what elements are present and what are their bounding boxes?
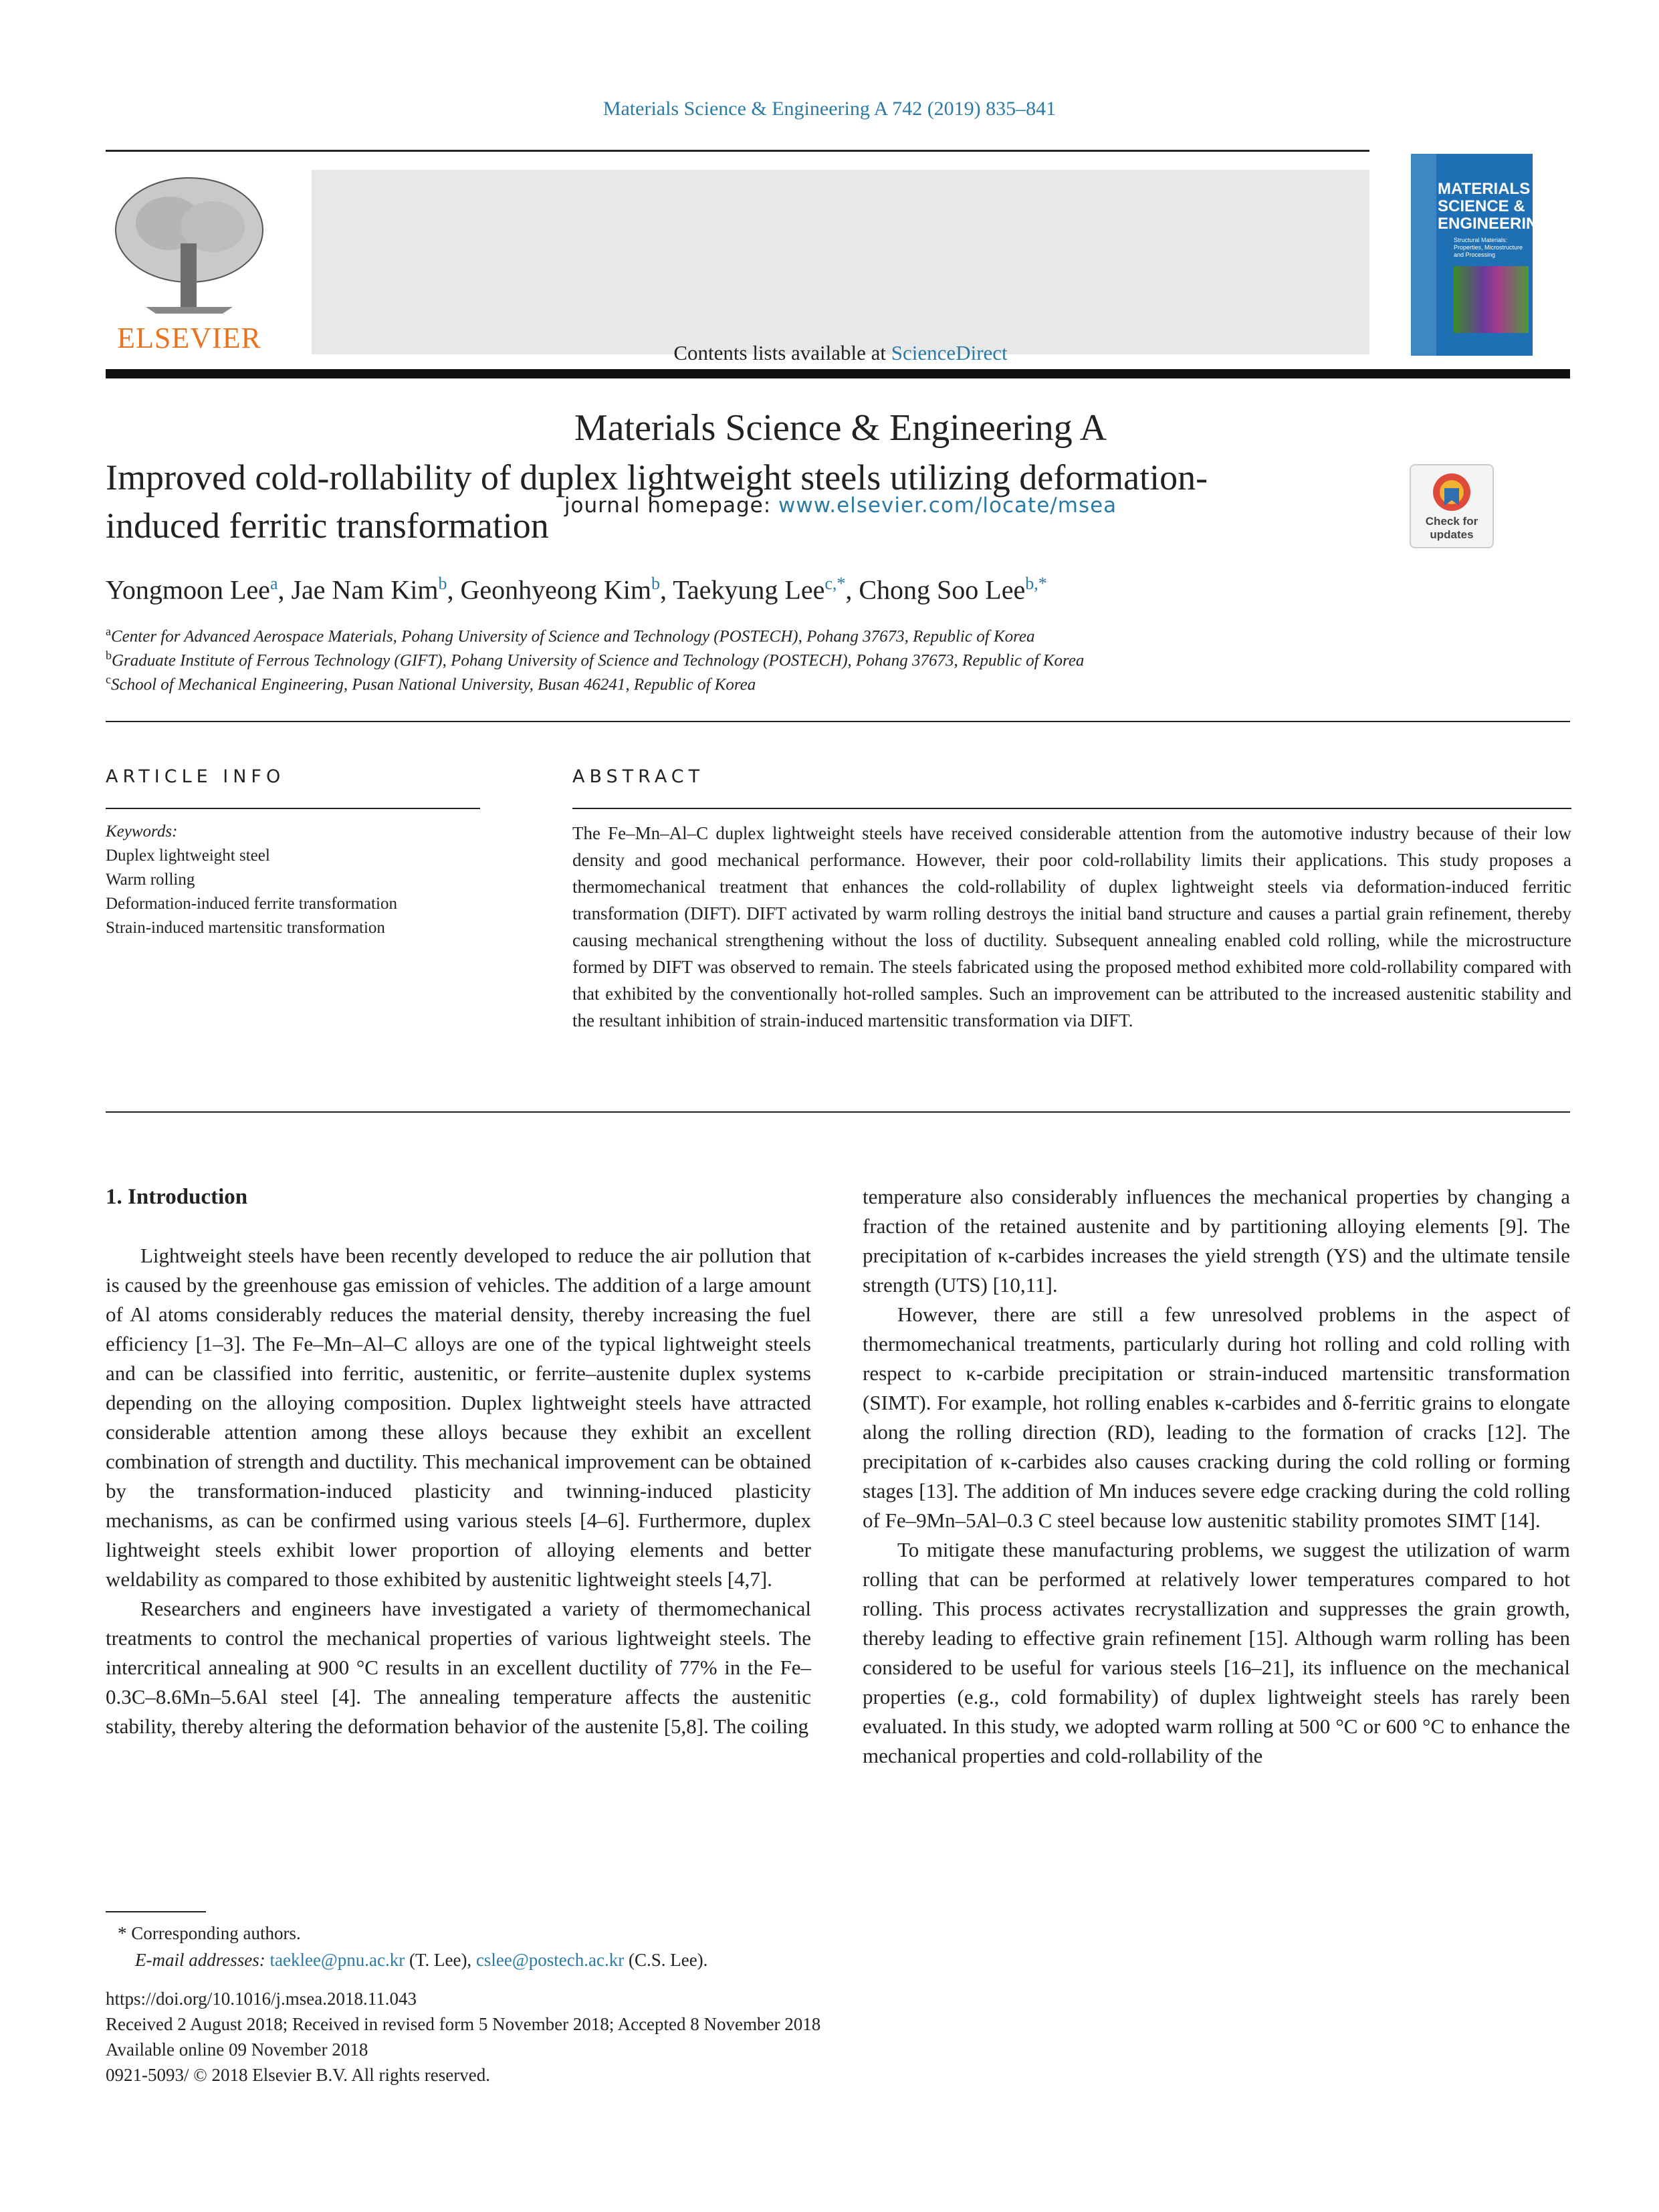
left-column <box>106 1241 811 1741</box>
body-paragraph: Researchers and engineers have investigated a variety of thermomechanical treatments to control the mechanical properties of various lightweight steels. The intercritical annealing at 900 °C results in an excellent ductility of 77% in the Fe–0.3C–8.6Mn–5.6Al steel [4]. The annealing temperature affects the austenitic stability, thereby altering the deformation behavior of the austenite [5,8]. The coiling <box>106 1597 811 1738</box>
author-name[interactable]: Chong Soo Lee <box>859 574 1026 605</box>
elsevier-wordmark: ELSEVIER <box>117 322 261 354</box>
author-name[interactable]: Jae Nam Kim <box>291 574 439 605</box>
received-dates: Received 2 August 2018; Received in revised form 5 November 2018; Accepted 8 November 2018 <box>106 2014 821 2034</box>
author-name[interactable]: Geonhyeong Kim <box>460 574 651 605</box>
author-affiliation-mark[interactable]: c,* <box>824 574 846 593</box>
email-owner: (T. Lee), <box>405 1950 476 1970</box>
article-info-heading: ARTICLE INFO <box>106 766 286 787</box>
doi-link[interactable]: https://doi.org/10.1016/j.msea.2018.11.043 <box>106 1989 417 2009</box>
copyright-notice: 0921-5093/ © 2018 Elsevier B.V. All rights reserved. <box>106 2065 490 2085</box>
body-paragraph: However, there are still a few unresolved problems in the aspect of thermomechanical treatments, particularly during hot rolling and cold rolling with respect to κ-carbide precipitation or strain-induced martensitic transformation (SIMT). For example, hot rolling enables κ-carbides and δ-ferritic grains to elongate along the rolling direction (RD), leading to the formation of cracks [12]. The precipitation of κ-carbides also causes cracking during the cold rolling or forming stages [13]. The addition of Mn induces severe edge cracking during the cold rolling of Fe–9Mn–5Al–0.3 C steel because low austenitic stability promotes SIMT [14]. <box>863 1303 1570 1532</box>
affiliation-a <box>106 625 1034 646</box>
body-paragraph: Lightweight steels have been recently developed to reduce the air pollution that is caused by the greenhouse gas emission of vehicles. The addition of a large amount of Al atoms considerably reduces the material density, thereby increasing the fuel efficiency [1–3]. The Fe–Mn–Al–C alloys are one of the typical lightweight steels and can be classified into ferritic, austenitic, or ferrite–austenite duplex systems depending on the alloying composition. Duplex lightweight steels have attracted considerable attention among these alloys because they exhibit an excellent combination of strength and ductility. This mechanical improvement can be obtained by the transformation-induced plasticity and twinning-induced plasticity mechanisms, as can be confirmed using various steels [4–6]. Furthermore, duplex lightweight steels exhibit lower proportion of alloying elements and better weldability as compared to those exhibited by austenitic lightweight steels [4,7]. <box>106 1244 811 1591</box>
body-paragraph: To mitigate these manufacturing problems, we suggest the utilization of warm rolling that can be performed at relatively lower temperatures compared to hot rolling. This process activates recrystallization and suppresses the grain growth, thereby leading to effective grain refinement [15]. Although warm rolling has been considered to be useful for various steels [16–21], its influence on the mechanical properties (e.g., cold formability) of duplex lightweight steels has rarely been evaluated. In this study, we adopted warm rolling at 500 °C or 600 °C to enhance the mechanical properties and cold-rollability of the <box>863 1538 1570 1767</box>
contents-line <box>312 341 1369 365</box>
title-line: Improved cold-rollability of duplex lightweight steels utilizing deformation- <box>106 457 1208 497</box>
email-line <box>135 1947 707 1973</box>
affiliation-c <box>106 673 756 694</box>
email-link[interactable]: cslee@postech.ac.kr <box>475 1950 625 1970</box>
abstract-divider <box>106 1111 1570 1113</box>
cover-title-line: ENGINEERING <box>1438 215 1551 233</box>
check-updates-label: Check for updates <box>1425 515 1478 541</box>
abstract-heading: ABSTRACT <box>572 766 705 787</box>
elsevier-logo <box>106 170 273 357</box>
affiliation-text: Center for Advanced Aerospace Materials, Pohang University of Science and Technology (POSTECH), Pohang 37673, Republic of Korea <box>111 627 1035 646</box>
cover-side-band <box>1411 154 1436 356</box>
affiliation-label: a <box>106 625 111 638</box>
journal-reference[interactable]: Materials Science & Engineering A 742 (2019) 835–841 <box>602 98 1057 120</box>
header-thick-rule <box>106 369 1570 378</box>
check-for-updates-button[interactable] <box>1410 464 1494 548</box>
cover-subtitle: Structural Materials: Properties, Microstructure and Processing <box>1454 237 1523 258</box>
header-rule <box>106 150 1369 152</box>
footnote-rule <box>106 1911 206 1912</box>
available-online: Available online 09 November 2018 <box>106 2039 368 2060</box>
cover-title-line: MATERIALS <box>1438 180 1531 198</box>
author-affiliation-mark[interactable]: b,* <box>1025 574 1047 593</box>
affiliation-text: Graduate Institute of Ferrous Technology (GIFT), Pohang University of Science and Technology (POSTECH), Pohang 37673, Republic of Korea <box>112 651 1085 670</box>
homepage-link[interactable]: www.elsevier.com/locate/msea <box>778 493 1117 518</box>
article-title <box>106 453 1390 550</box>
cover-title-line: SCIENCE & <box>1438 197 1525 215</box>
body-paragraph: temperature also considerably influences the mechanical properties by changing a fraction of the retained austenite and by partitioning alloying elements [9]. The precipitation of κ-carbides increases the yield strength (YS) and the ultimate tensile strength (UTS) [10,11]. <box>863 1185 1570 1297</box>
contents-prefix: Contents lists available at <box>673 341 891 364</box>
right-column <box>863 1182 1570 1771</box>
author-name[interactable]: Yongmoon Lee <box>106 574 270 605</box>
affiliation-label: b <box>106 649 112 662</box>
email-owner: (C.S. Lee). <box>624 1950 708 1970</box>
author-affiliation-mark[interactable]: a <box>269 574 278 593</box>
corresponding-note: * Corresponding authors. <box>118 1923 301 1943</box>
abstract-rule <box>572 808 1571 809</box>
homepage-prefix: journal homepage: <box>564 493 779 518</box>
affiliation-divider <box>106 721 1570 722</box>
cover-title <box>1438 180 1551 233</box>
author-name[interactable]: Taekyung Lee <box>673 574 825 605</box>
email-link[interactable]: taeklee@pnu.ac.kr <box>269 1950 405 1970</box>
affiliation-text: School of Mechanical Engineering, Pusan National University, Busan 46241, Republic of Korea <box>111 675 756 694</box>
author-affiliation-mark[interactable]: b <box>438 574 447 593</box>
affiliation-label: c <box>106 673 111 686</box>
section-heading-introduction: 1. Introduction <box>106 1185 248 1209</box>
keyword-item[interactable]: Duplex lightweight steel <box>106 847 270 865</box>
keywords-label: Keywords: <box>106 822 178 841</box>
email-label: E-mail addresses: <box>135 1950 270 1970</box>
check-updates-icon <box>1411 465 1492 519</box>
author-list: Yongmoon Lee$^a$, Jae Nam Kim$^b$, Geonhyeong Kim$^b$, Taekyung Lee$^{c,*}$, Chong Soo Lee$^{b,*}$ <box>106 574 1047 605</box>
keyword-item[interactable]: Warm rolling <box>106 871 195 889</box>
author-affiliation-mark[interactable]: b <box>651 574 660 593</box>
journal-cover-thumbnail[interactable] <box>1411 154 1551 356</box>
title-line: induced ferritic transformation <box>106 506 549 546</box>
abstract-text: The Fe–Mn–Al–C duplex lightweight steels have received considerable attention from the automotive industry because of their low density and good mechanical performance. However, their poor cold-rollability limits their applications. This study proposes a thermomechanical treatment that enhances the cold-rollability of duplex lightweight steels via deformation-induced ferritic transformation (DIFT). DIFT activated by warm rolling destroys the initial band structure and causes a partial grain refinement, thereby causing mechanical strengthening without the loss of ductility. Subsequent annealing enabled cold rolling, while the microstructure formed by DIFT was observed to remain. The steels fabricated using the proposed method exhibited more cold-rollability compared with that exhibited by the conventionally hot-rolled samples. Such an improvement can be attributed to the increased austenitic stability and the resultant inhibition of strain-induced martensitic transformation via DIFT. <box>572 823 1571 1030</box>
keyword-item[interactable]: Strain-induced martensitic transformation <box>106 919 385 937</box>
affiliation-b <box>106 649 1084 670</box>
sciencedirect-link[interactable]: ScienceDirect <box>891 341 1008 364</box>
cover-image <box>1454 266 1529 333</box>
keyword-item[interactable]: Deformation-induced ferrite transformation <box>106 895 397 913</box>
journal-title: Materials Science & Engineering A <box>574 407 1107 449</box>
article-info-rule <box>106 808 480 809</box>
